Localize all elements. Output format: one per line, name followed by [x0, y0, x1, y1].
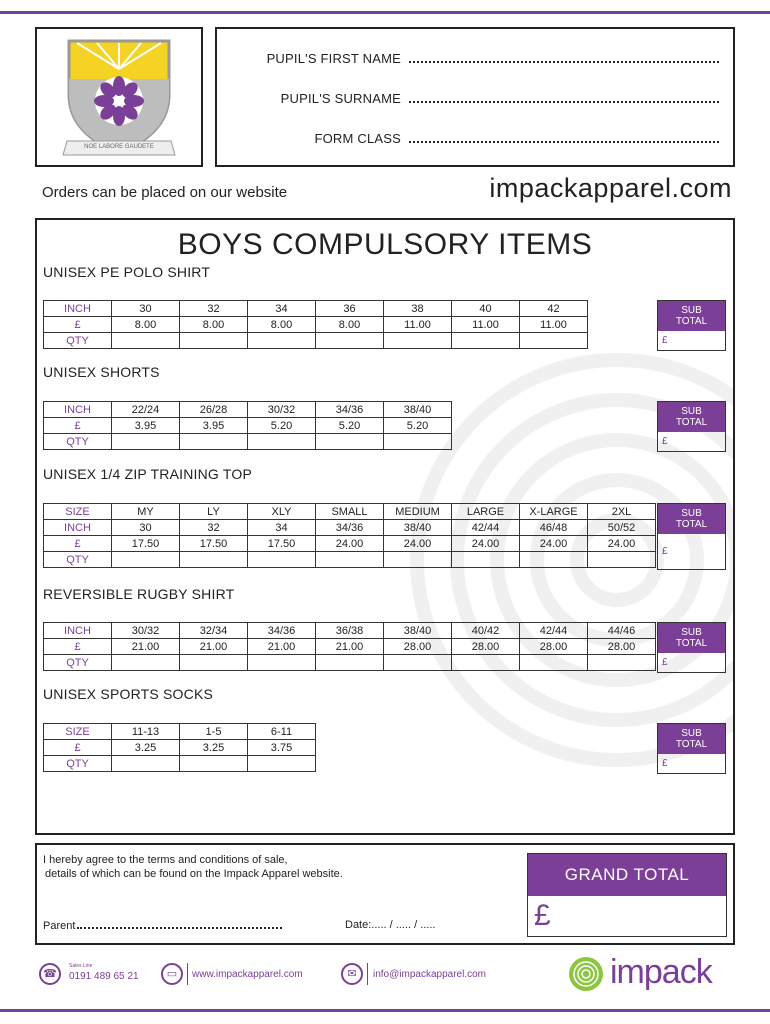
table-row	[44, 301, 588, 317]
qty-cell[interactable]	[452, 552, 520, 568]
items-panel	[35, 218, 735, 835]
table-row	[44, 418, 452, 434]
row-header: SIZE	[44, 724, 112, 740]
table-cell: 24.00	[452, 536, 520, 552]
top-rule	[0, 11, 770, 14]
first-name-label: PUPIL'S FIRST NAME	[266, 51, 401, 66]
table-cell: 44/46	[588, 623, 656, 639]
table-cell: 36/38	[316, 623, 384, 639]
row-header: £	[44, 418, 112, 434]
price-table	[43, 401, 452, 450]
section-title: REVERSIBLE RUGBY SHIRT	[43, 586, 235, 602]
table-cell: 1-5	[180, 724, 248, 740]
web-icon: ▭	[161, 963, 183, 985]
row-header: INCH	[44, 623, 112, 639]
table-cell: 17.50	[112, 536, 180, 552]
subtotal-field[interactable]: £	[662, 335, 668, 346]
section-title: UNISEX SPORTS SOCKS	[43, 686, 214, 702]
qty-cell[interactable]	[384, 333, 452, 349]
phone-number[interactable]: 0191 489 65 21	[69, 971, 139, 982]
table-cell: 8.00	[316, 317, 384, 333]
first-name-row	[267, 51, 719, 66]
qty-cell[interactable]	[520, 552, 588, 568]
school-crest-box	[35, 27, 203, 167]
subtotal-label-line-2: TOTAL	[675, 638, 708, 649]
table-row	[44, 402, 452, 418]
qty-cell[interactable]	[588, 655, 656, 671]
table-cell: 34/36	[316, 402, 384, 418]
surname-field[interactable]	[409, 91, 719, 103]
row-header: QTY	[44, 756, 112, 772]
qty-cell[interactable]	[248, 756, 316, 772]
form-class-label: FORM CLASS	[314, 131, 401, 146]
qty-cell[interactable]	[112, 333, 180, 349]
phone-icon: ☎	[39, 963, 61, 985]
table-cell: 42/44	[520, 623, 588, 639]
row-header: QTY	[44, 552, 112, 568]
table-cell: 26/28	[180, 402, 248, 418]
table-cell: 17.50	[248, 536, 316, 552]
subtotal-field[interactable]: £	[662, 436, 668, 447]
table-row	[44, 552, 656, 568]
table-cell: LY	[180, 504, 248, 520]
row-header: £	[44, 317, 112, 333]
crest-motto: NOE LABORE GAUDETE	[84, 144, 154, 150]
agreement-box	[35, 843, 735, 945]
table-row	[44, 317, 588, 333]
table-cell: 24.00	[520, 536, 588, 552]
table-row	[44, 724, 316, 740]
table-cell: 2XL	[588, 504, 656, 520]
table-cell: 11.00	[520, 317, 588, 333]
subtotal-box	[657, 300, 726, 351]
agreement-line-1: I hereby agree to the terms and conditions of sale,	[43, 854, 288, 866]
subtotal-label-line-1: SUB	[681, 305, 702, 316]
subtotal-box	[657, 622, 726, 673]
table-cell: 6-11	[248, 724, 316, 740]
row-header: QTY	[44, 655, 112, 671]
email-icon: ✉	[341, 963, 363, 985]
qty-cell[interactable]	[384, 655, 452, 671]
qty-cell[interactable]	[588, 552, 656, 568]
row-header: INCH	[44, 402, 112, 418]
surname-row	[281, 91, 719, 106]
date-field[interactable]: Date:..... / ..... / .....	[345, 919, 436, 931]
table-cell: 28.00	[588, 639, 656, 655]
table-cell: XLY	[248, 504, 316, 520]
qty-cell[interactable]	[384, 434, 452, 450]
subtotal-label-line-1: SUB	[681, 406, 702, 417]
qty-cell[interactable]	[180, 655, 248, 671]
qty-cell[interactable]	[248, 552, 316, 568]
table-cell: 32	[180, 520, 248, 536]
price-table	[43, 723, 316, 772]
subtotal-field[interactable]: £	[662, 657, 668, 668]
table-cell: 36	[316, 301, 384, 317]
table-cell: 34	[248, 520, 316, 536]
table-cell: 8.00	[248, 317, 316, 333]
row-header: QTY	[44, 434, 112, 450]
table-row	[44, 639, 656, 655]
qty-cell[interactable]	[180, 756, 248, 772]
parent-label: Parent	[43, 920, 76, 932]
row-header: £	[44, 639, 112, 655]
qty-cell[interactable]	[112, 434, 180, 450]
subtotal-field[interactable]: £	[662, 546, 668, 557]
qty-cell[interactable]	[180, 434, 248, 450]
table-cell: 34	[248, 301, 316, 317]
footer	[35, 955, 735, 995]
table-row	[44, 434, 452, 450]
email-link[interactable]: info@impackapparel.com	[373, 969, 486, 980]
table-cell: 11.00	[384, 317, 452, 333]
table-cell: 30	[112, 301, 180, 317]
table-cell: 42/44	[452, 520, 520, 536]
qty-cell[interactable]	[316, 333, 384, 349]
table-cell: 3.75	[248, 740, 316, 756]
table-cell: 17.50	[180, 536, 248, 552]
section-title: UNISEX 1/4 ZIP TRAINING TOP	[43, 466, 252, 482]
table-cell: 28.00	[384, 639, 452, 655]
table-cell: 34/36	[316, 520, 384, 536]
table-cell: 5.20	[384, 418, 452, 434]
table-cell: 5.20	[248, 418, 316, 434]
agreement-line-2: details of which can be found on the Impack Apparel website.	[45, 868, 343, 880]
qty-cell[interactable]	[520, 333, 588, 349]
subtotal-label-line-1: SUB	[681, 508, 702, 519]
qty-cell[interactable]	[112, 756, 180, 772]
table-cell: 50/52	[588, 520, 656, 536]
subtotal-box	[657, 503, 726, 570]
table-cell: LARGE	[452, 504, 520, 520]
table-row	[44, 520, 656, 536]
table-cell: 5.20	[316, 418, 384, 434]
table-cell: 38/40	[384, 520, 452, 536]
parent-signature-field[interactable]	[77, 919, 282, 929]
qty-cell[interactable]	[316, 655, 384, 671]
qty-cell[interactable]	[112, 655, 180, 671]
pupil-details-box	[215, 27, 735, 167]
subtotal-label	[658, 623, 725, 653]
table-cell: 38/40	[384, 402, 452, 418]
web-link[interactable]: www.impackapparel.com	[192, 969, 303, 980]
price-table	[43, 300, 588, 349]
qty-cell[interactable]	[520, 655, 588, 671]
subtotal-label-line-2: TOTAL	[675, 316, 708, 327]
qty-cell[interactable]	[452, 333, 520, 349]
table-cell: 3.25	[112, 740, 180, 756]
qty-cell[interactable]	[384, 552, 452, 568]
table-cell: 24.00	[384, 536, 452, 552]
subtotal-field[interactable]: £	[662, 758, 668, 769]
table-cell: 30/32	[248, 402, 316, 418]
subtotal-box	[657, 723, 726, 774]
table-row	[44, 655, 656, 671]
impack-fingerprint-icon	[568, 956, 604, 992]
table-cell: MEDIUM	[384, 504, 452, 520]
table-cell: 21.00	[316, 639, 384, 655]
qty-cell[interactable]	[316, 434, 384, 450]
table-cell: 11.00	[452, 317, 520, 333]
qty-cell[interactable]	[248, 333, 316, 349]
parent-signature-row	[43, 919, 282, 932]
subtotal-label-line-2: TOTAL	[675, 739, 708, 750]
orders-website-link[interactable]: impackapparel.com	[489, 173, 732, 203]
table-row	[44, 536, 656, 552]
qty-cell[interactable]	[180, 552, 248, 568]
section-title: UNISEX PE POLO SHIRT	[43, 264, 211, 280]
table-cell: 40	[452, 301, 520, 317]
table-cell: X-LARGE	[520, 504, 588, 520]
grand-total-field[interactable]: £	[534, 899, 551, 932]
table-row	[44, 504, 656, 520]
subtotal-label	[658, 504, 725, 534]
qty-cell[interactable]	[248, 434, 316, 450]
grand-total-label: GRAND TOTAL	[528, 854, 726, 896]
table-cell: 38	[384, 301, 452, 317]
qty-cell[interactable]	[452, 655, 520, 671]
subtotal-label	[658, 402, 725, 432]
grand-total-box	[527, 853, 727, 937]
table-cell: 11-13	[112, 724, 180, 740]
table-cell: 28.00	[520, 639, 588, 655]
table-cell: 3.95	[180, 418, 248, 434]
form-class-field[interactable]	[409, 131, 719, 143]
items-title: BOYS COMPULSORY ITEMS	[177, 228, 593, 261]
first-name-field[interactable]	[409, 51, 719, 63]
table-cell: 30/32	[112, 623, 180, 639]
subtotal-label-line-2: TOTAL	[675, 417, 708, 428]
row-header: INCH	[44, 301, 112, 317]
table-cell: 21.00	[112, 639, 180, 655]
orders-text: Orders can be placed on our website	[42, 184, 288, 201]
subtotal-label-line-1: SUB	[681, 627, 702, 638]
agreement-text	[43, 853, 343, 881]
bottom-rule	[0, 1009, 770, 1012]
subtotal-label-line-2: TOTAL	[675, 519, 708, 530]
row-header: £	[44, 740, 112, 756]
table-cell: 32/34	[180, 623, 248, 639]
qty-cell[interactable]	[248, 655, 316, 671]
table-row	[44, 740, 316, 756]
table-cell: 46/48	[520, 520, 588, 536]
table-cell: 34/36	[248, 623, 316, 639]
orders-line	[42, 173, 732, 209]
row-header: QTY	[44, 333, 112, 349]
table-cell: 42	[520, 301, 588, 317]
row-header: £	[44, 536, 112, 552]
table-cell: 28.00	[452, 639, 520, 655]
subtotal-label	[658, 724, 725, 754]
table-cell: 21.00	[248, 639, 316, 655]
table-cell: 3.25	[180, 740, 248, 756]
qty-cell[interactable]	[316, 552, 384, 568]
row-header: INCH	[44, 520, 112, 536]
table-cell: 30	[112, 520, 180, 536]
table-cell: MY	[112, 504, 180, 520]
table-cell: 40/42	[452, 623, 520, 639]
subtotal-label	[658, 301, 725, 331]
table-cell: 22/24	[112, 402, 180, 418]
surname-label: PUPIL'S SURNAME	[280, 91, 401, 106]
table-cell: 8.00	[112, 317, 180, 333]
section-title: UNISEX SHORTS	[43, 364, 160, 380]
table-cell: 8.00	[180, 317, 248, 333]
subtotal-label-line-1: SUB	[681, 728, 702, 739]
table-cell: 24.00	[316, 536, 384, 552]
table-cell: 38/40	[384, 623, 452, 639]
impack-logo-text: impack	[610, 953, 712, 991]
table-cell: 24.00	[588, 536, 656, 552]
table-cell: 32	[180, 301, 248, 317]
table-cell: 3.95	[112, 418, 180, 434]
table-cell: 21.00	[180, 639, 248, 655]
table-row	[44, 333, 588, 349]
qty-cell[interactable]	[112, 552, 180, 568]
subtotal-box	[657, 401, 726, 452]
table-row	[44, 756, 316, 772]
sales-line-label: Sales Line	[69, 963, 93, 969]
table-row	[44, 623, 656, 639]
row-header: SIZE	[44, 504, 112, 520]
table-cell: SMALL	[316, 504, 384, 520]
form-class-row	[314, 131, 719, 146]
price-table	[43, 622, 656, 671]
qty-cell[interactable]	[180, 333, 248, 349]
price-table	[43, 503, 656, 568]
